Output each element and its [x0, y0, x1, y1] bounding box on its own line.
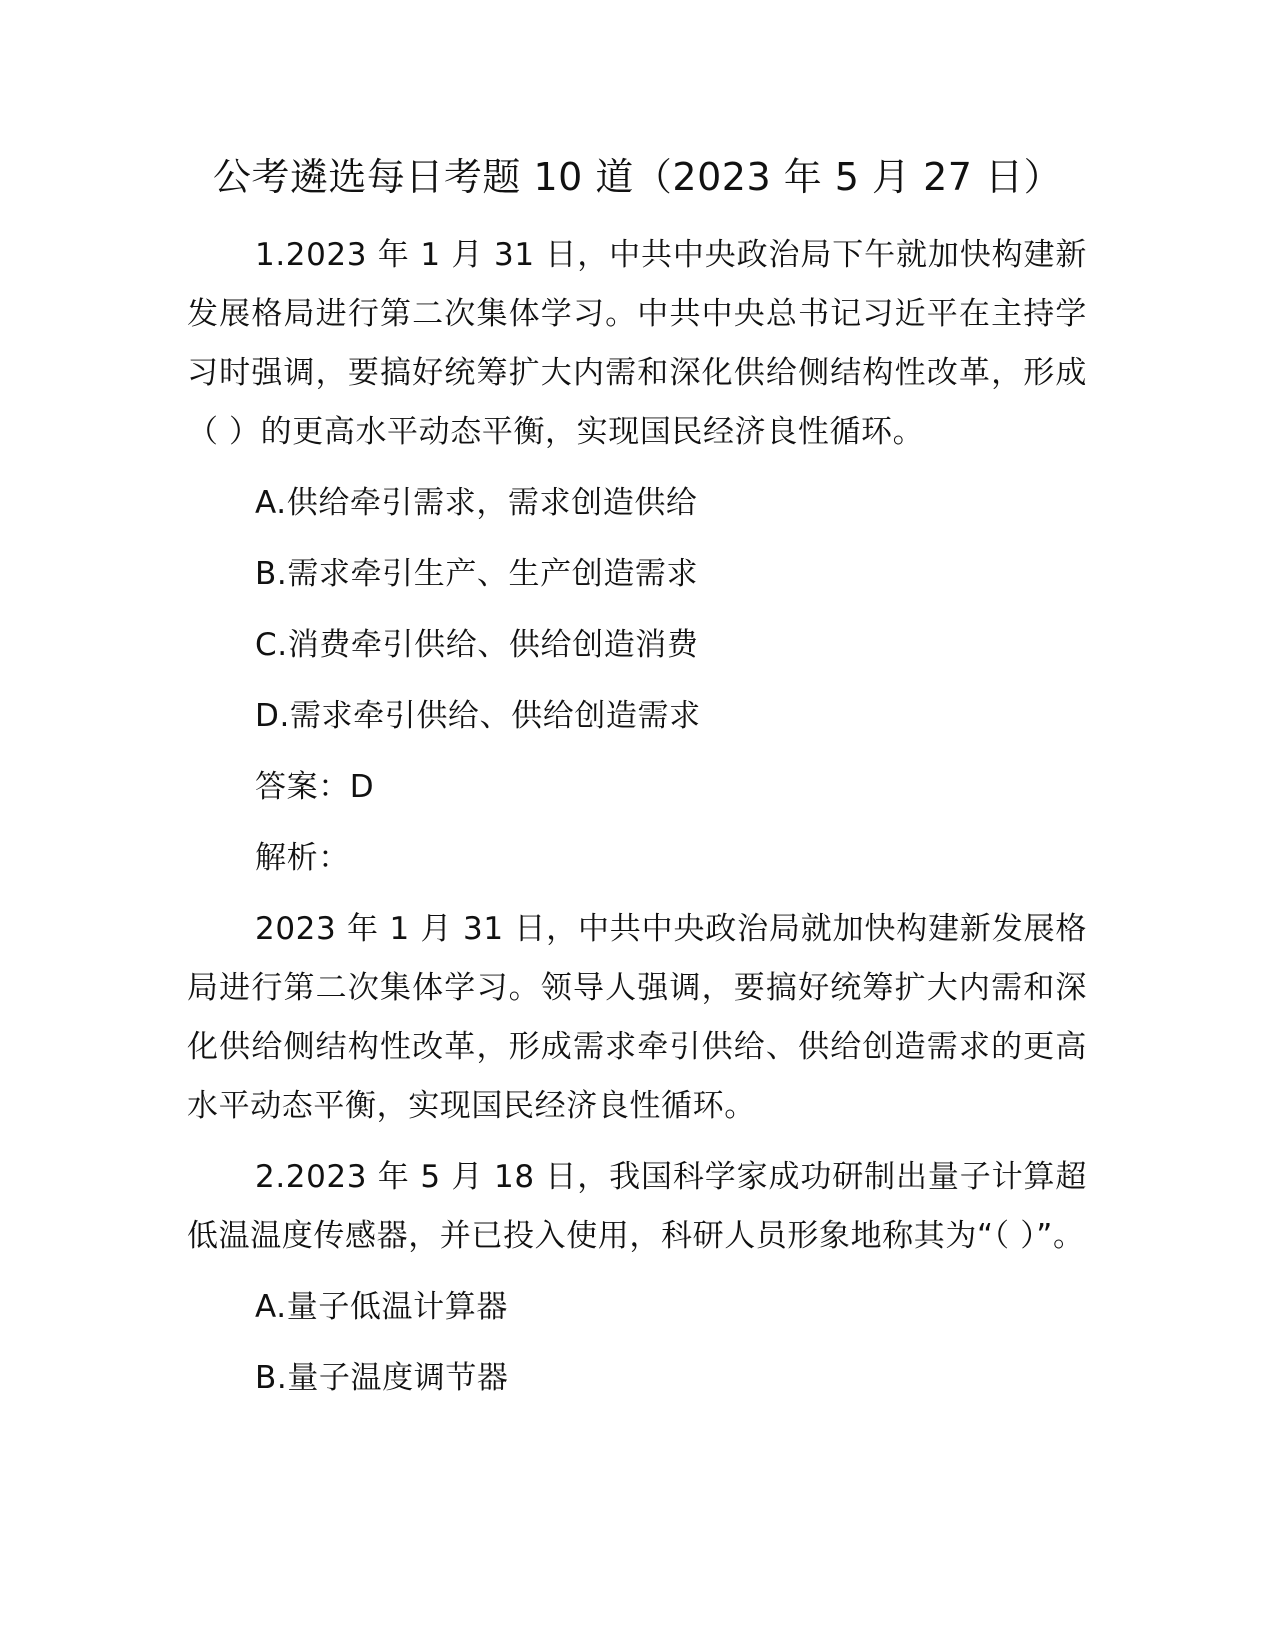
question-1-analysis: 2023 年 1 月 31 日，中共中央政治局就加快构建新发展格局进行第二次集体学习。领导人强调，要搞好统筹扩大内需和深化供给侧结构性改革，形成需求牵引供给、供给创造需求的更高水平动态平衡，实现国民经济良性循环。	[187, 911, 1087, 1124]
question-1-option-d: D.需求牵引供给、供给创造需求	[255, 698, 701, 734]
question-2-option-a: A.量子低温计算器	[255, 1289, 508, 1325]
question-1-option-a: A.供给牵引需求，需求创造供给	[255, 485, 698, 521]
question-1-analysis-label: 解析：	[255, 840, 350, 876]
question-1-option-c: C.消费牵引供给、供给创造消费	[255, 627, 699, 663]
document-body	[187, 226, 1087, 1420]
question-2-option-b: B.量子温度调节器	[255, 1360, 509, 1396]
question-1-answer: 答案：D	[255, 769, 375, 805]
question-1-option-b: B.需求牵引生产、生产创造需求	[255, 556, 699, 592]
question-1-stem: 1.2023 年 1 月 31 日，中共中央政治局下午就加快构建新发展格局进行第二次集体学习。中共中央总书记习近平在主持学习时强调，要搞好统筹扩大内需和深化供给侧结构性改革，形成（ ）的更高水平动态平衡，实现国民经济良性循环。	[187, 237, 1087, 450]
question-2-stem: 2.2023 年 5 月 18 日，我国科学家成功研制出量子计算超低温温度传感器，并已投入使用，科研人员形象地称其为“（ ）”。	[187, 1159, 1087, 1254]
document-title: 公考遴选每日考题 10 道（2023 年 5 月 27 日）	[212, 155, 1063, 199]
